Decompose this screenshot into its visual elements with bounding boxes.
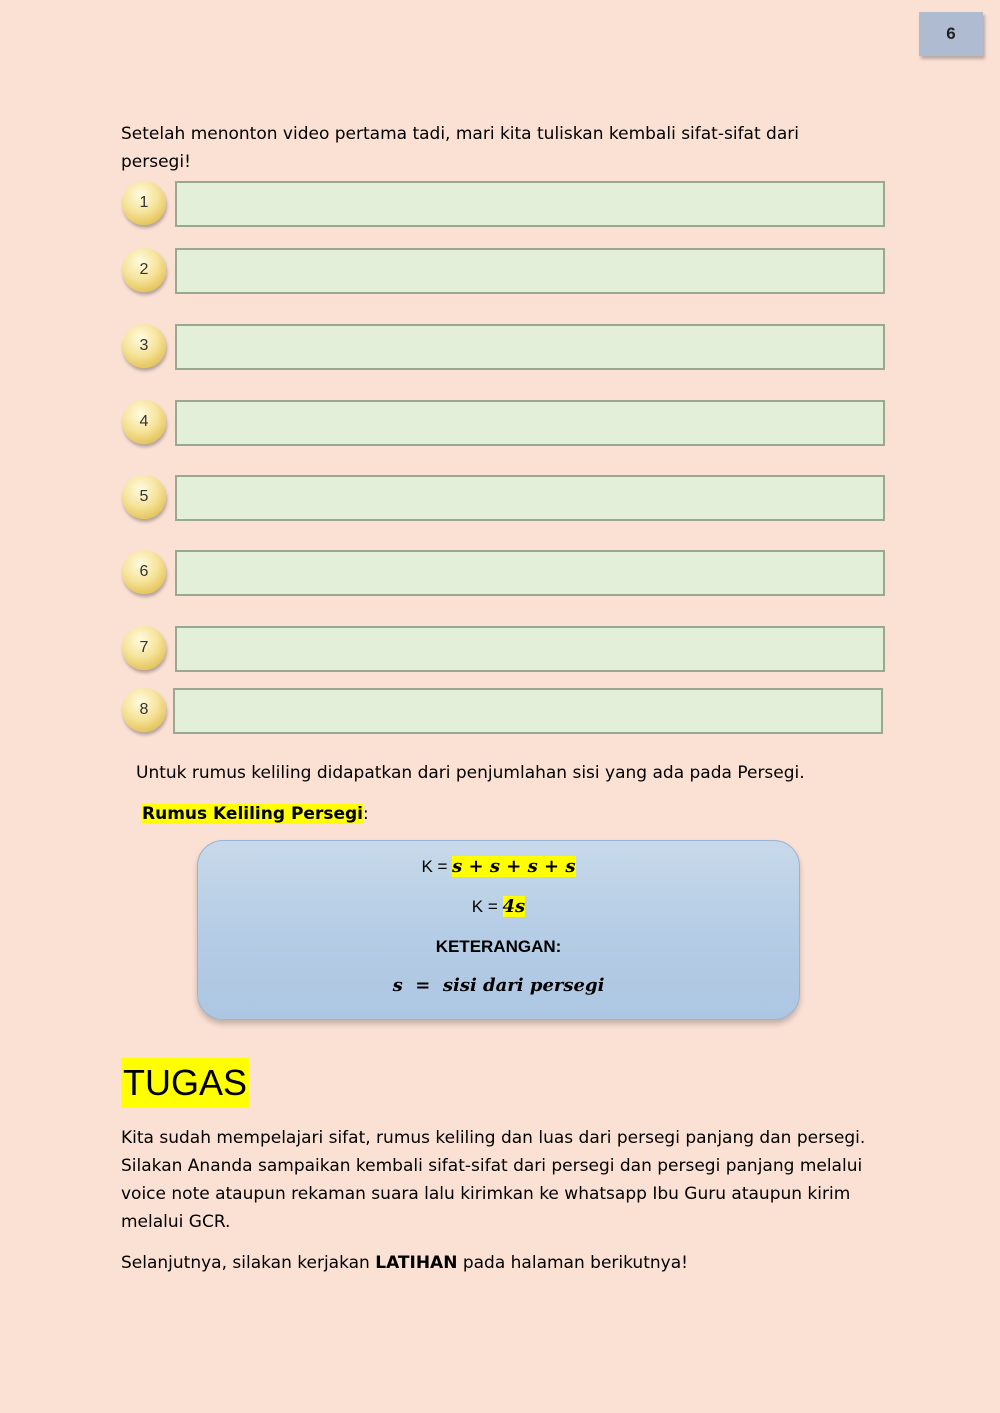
- tugas-paragraph: Kita sudah mempelajari sifat, rumus keliling dan luas dari persegi panjang dan persegi. Silakan Ananda sampaikan kembali sifat-sifat dari persegi dan persegi panjang melalui voice note ataupun rekaman suara lalu kirimkan ke whatsapp Ibu Guru ataupun kirim melalui GCR.: [121, 1128, 866, 1232]
- answer-row-3: [121, 324, 887, 372]
- page-number: 6: [919, 12, 983, 56]
- formula-line-1: [198, 856, 799, 877]
- formula-line-1-prefix: K =: [421, 857, 453, 876]
- answer-field-2[interactable]: [175, 248, 885, 294]
- answer-field-3[interactable]: [175, 324, 885, 370]
- formula-line-1-math: s + s + s + s: [452, 856, 576, 877]
- tugas-title: TUGAS: [121, 1058, 249, 1108]
- answer-row-1: [121, 181, 887, 229]
- formula-legend: s = sisi dari persegi: [392, 975, 605, 996]
- number-badge: 2: [122, 248, 166, 292]
- closing-after: pada halaman berikutnya!: [457, 1253, 688, 1273]
- number-badge: 6: [122, 550, 166, 594]
- answer-field-6[interactable]: [175, 550, 885, 596]
- closing-text: [121, 1249, 881, 1277]
- answer-field-1[interactable]: [175, 181, 885, 227]
- intro-text: Setelah menonton video pertama tadi, mari kita tuliskan kembali sifat-sifat dari persegi!: [121, 124, 799, 172]
- formula-line-2-prefix: K =: [471, 897, 503, 916]
- answer-field-8[interactable]: [173, 688, 883, 734]
- answer-row-6: [121, 550, 887, 598]
- answer-row-7: [121, 626, 887, 674]
- number-badge: 4: [122, 400, 166, 444]
- closing-latihan: LATIHAN: [375, 1253, 458, 1273]
- formula-heading-label: Rumus Keliling Persegi: [142, 804, 363, 824]
- formula-card: [197, 840, 800, 1020]
- formula-line-2-math: 4s: [502, 896, 526, 917]
- keterangan-label: KETERANGAN:: [435, 937, 562, 956]
- formula-heading: [142, 800, 369, 828]
- answer-field-4[interactable]: [175, 400, 885, 446]
- answer-row-2: [121, 248, 887, 296]
- formula-heading-colon: :: [362, 804, 369, 824]
- number-badge: 1: [122, 181, 166, 225]
- number-badge: 5: [122, 475, 166, 519]
- answer-row-8: [121, 688, 887, 736]
- answer-field-5[interactable]: [175, 475, 885, 521]
- answer-row-5: [121, 475, 887, 523]
- number-badge: 7: [122, 626, 166, 670]
- closing-before: Selanjutnya, silakan kerjakan: [121, 1253, 376, 1273]
- answer-field-7[interactable]: [175, 626, 885, 672]
- formula-line-2: [198, 896, 799, 917]
- number-badge: 8: [122, 688, 166, 732]
- perimeter-text: Untuk rumus keliling didapatkan dari penjumlahan sisi yang ada pada Persegi.: [136, 763, 805, 783]
- answer-row-4: [121, 400, 887, 448]
- number-badge: 3: [122, 324, 166, 368]
